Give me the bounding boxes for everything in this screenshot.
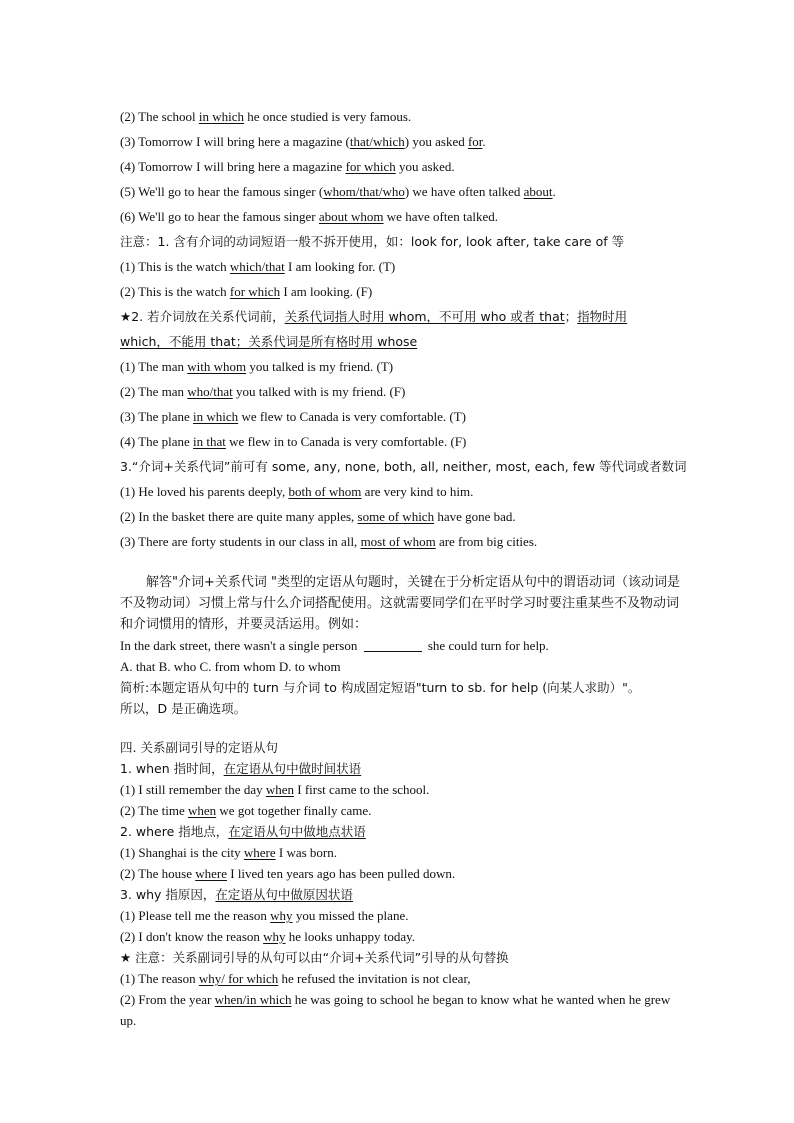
example-line: (1) The man with whom you talked is my friend. (T) bbox=[120, 359, 394, 374]
tip-analysis: 简析:本题定语从句中的 turn 与介词 to 构成固定短语"turn to sb. for help (向某人求助）"。 bbox=[120, 680, 641, 695]
note-1: 注意：1. 含有介词的动词短语一般不拆开使用，如：look for, look after, take care of 等 bbox=[120, 234, 625, 249]
example-line: (1) This is the watch which/that I am looking for. (T) bbox=[120, 259, 396, 274]
why-heading: 3. why 指原因，在定语从句中做原因状语 bbox=[120, 887, 353, 902]
answer-blank bbox=[364, 639, 422, 652]
document-page bbox=[120, 104, 687, 1031]
example-line: (1) He loved his parents deeply, both of whom are very kind to him. bbox=[120, 484, 474, 499]
example-line: (3) The plane in which we flew to Canada is very comfortable. (T) bbox=[120, 409, 466, 424]
example-line: (1) Shanghai is the city where I was born. bbox=[120, 845, 337, 860]
example-line: (2) The man who/that you talked with is my friend. (F) bbox=[120, 384, 406, 399]
when-heading: 1. when 指时间，在定语从句中做时间状语 bbox=[120, 761, 362, 776]
example-line: (3) Tomorrow I will bring here a magazine (that/which) you asked for. bbox=[120, 134, 486, 149]
example-line: (4) Tomorrow I will bring here a magazine for which you asked. bbox=[120, 159, 455, 174]
note-3: 3.“介词+关系代词”前可有 some, any, none, both, all, neither, most, each, few 等代词或者数词 bbox=[120, 459, 687, 474]
example-line: (2) I don't know the reason why he looks unhappy today. bbox=[120, 929, 416, 944]
example-line: (2) The school in which he once studied is very famous. bbox=[120, 109, 412, 124]
example-line: (2) In the basket there are quite many apples, some of which have gone bad. bbox=[120, 509, 516, 524]
example-line: (5) We'll go to hear the famous singer (whom/that/who) we have often talked about. bbox=[120, 184, 556, 199]
tip-options: A. that B. who C. from whom D. to whom bbox=[120, 659, 341, 674]
tip-answer: 所以，D 是正确选项。 bbox=[120, 701, 247, 716]
note-2: ★2. 若介词放在关系代词前，关系代词指人时用 whom，不可用 who 或者 that；指物时用 bbox=[120, 309, 628, 324]
example-line: (1) Please tell me the reason why you missed the plane. bbox=[120, 908, 409, 923]
tip-question: In the dark street, there wasn't a single person she could turn for help. bbox=[120, 638, 549, 653]
note-2-continued: which，不能用 that；关系代词是所有格时用 whose bbox=[120, 334, 418, 349]
section-4-title: 四. 关系副词引导的定语从句 bbox=[120, 740, 278, 755]
example-line: (1) I still remember the day when I first came to the school. bbox=[120, 782, 430, 797]
where-heading: 2. where 指地点，在定语从句中做地点状语 bbox=[120, 824, 366, 839]
example-line: (4) The plane in that we flew in to Canada is very comfortable. (F) bbox=[120, 434, 467, 449]
example-line: (2) From the year when/in which he was going to school he began to know what he wanted when he grew up. bbox=[120, 992, 671, 1028]
tip-paragraph: 解答"介词+关系代词 "类型的定语从句题时，关键在于分析定语从句中的谓语动词（该动词是不及物动词）习惯上常与什么介词搭配使用。这就需要同学们在平时学习时要注重某些不及物动词和介词惯用的情形，并要灵活运用。例如： bbox=[120, 575, 680, 632]
example-line: (2) This is the watch for which I am looking. (F) bbox=[120, 284, 373, 299]
example-line: (6) We'll go to hear the famous singer about whom we have often talked. bbox=[120, 209, 498, 224]
example-line: (1) The reason why/ for which he refused the invitation is not clear, bbox=[120, 971, 471, 986]
note-adverb: ★ 注意：关系副词引导的从句可以由“介词+关系代词”引导的从句替换 bbox=[120, 950, 509, 965]
example-line: (2) The house where I lived ten years ago has been pulled down. bbox=[120, 866, 456, 881]
example-line: (2) The time when we got together finally came. bbox=[120, 803, 372, 818]
example-line: (3) There are forty students in our class in all, most of whom are from big cities. bbox=[120, 534, 538, 549]
